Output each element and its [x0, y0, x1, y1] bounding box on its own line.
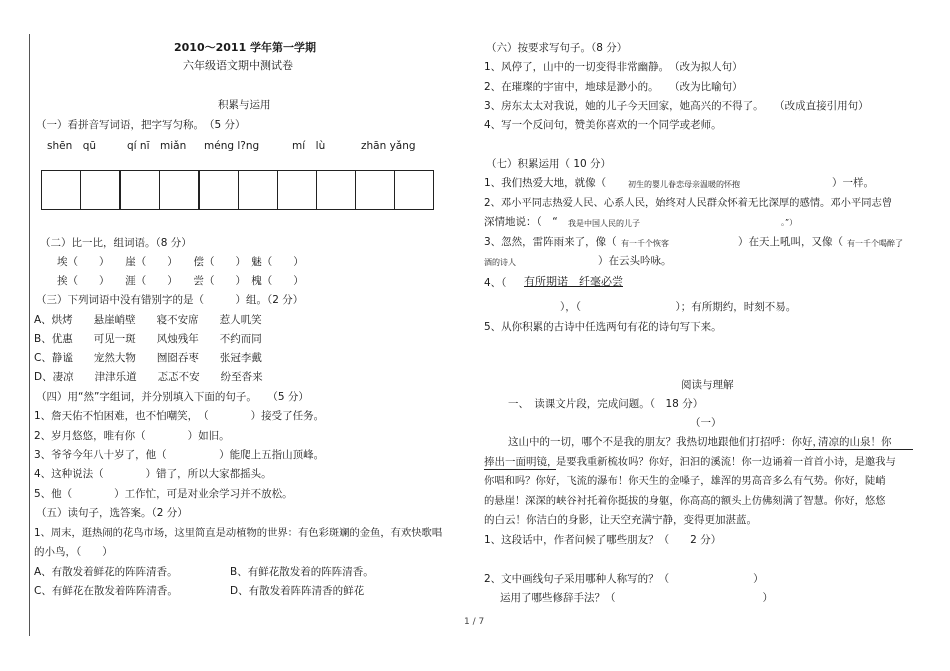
exam-year: 2010～2011 学年第一学期 — [174, 41, 317, 54]
writing-box-5[interactable] — [355, 170, 434, 210]
passage-line-4: 的悬崖！深深的峡谷衬托着你挺拔的身躯，你高高的额头上仿佛刻满了智慧。你好，悠悠 — [484, 495, 886, 507]
q2-row-2: 挨（ ） 涯（ ） 尝（ ） 槐（ ） — [57, 275, 304, 287]
q5-option-c: C、有鲜花在散发着阵阵清香。 — [34, 585, 178, 597]
q4-item-2: 2、岁月悠悠，唯有你（ ）如旧。 — [34, 430, 230, 442]
q7-3-hint-3: 酒的诗人 — [484, 258, 516, 267]
q4-item-4: 4、这种说法（ ）错了，所以大家都摇头。 — [34, 468, 272, 480]
q7-2-start: 深情地说：（ “ — [484, 216, 558, 228]
q7-3-hint-1: 有一千个恢客 — [621, 239, 669, 248]
q6-title: （六）按要求写句子。（8 分） — [486, 42, 628, 54]
writing-box-1[interactable] — [41, 170, 120, 210]
pinyin-5: zhān yǎng — [361, 140, 416, 152]
q5-title: （五）读句子，选答案。（2 分） — [36, 507, 188, 519]
passage-line-2b: 是要我重新梳妆吗？你好，汩汩的溪流！你一边诵着一首首小诗，是邀我与 — [556, 456, 896, 468]
q3-title: （三）下列词语中没有错别字的是（ ）组。（2 分） — [36, 294, 304, 306]
q7-3-hint-2: 有一千个喝醉了 — [847, 239, 903, 248]
q4-item-1: 1、詹天佑不怕困难，也不怕嘲笑， （ ）接受了任务。 — [34, 410, 325, 422]
q7-2-end: 。”） — [781, 218, 798, 227]
q7-1-end: ）一样。 — [832, 177, 874, 189]
pinyin-2: qí nī miǎn — [127, 140, 187, 152]
q7-4-hint: 有所期诺 纤毫必尝 — [524, 275, 623, 288]
q5-sentence-1: 1、周末，逛热闹的花鸟市场，这里简直是动植物的世界：有色彩斑斓的金鱼，有欢快歌唱 — [34, 527, 443, 539]
q7-4-rest: ），（ ）；有所期约，时刻不易。 — [560, 301, 797, 313]
q4-title: （四）用“然”字组词，并分别填入下面的句子。 （5 分） — [36, 391, 309, 403]
q1-title: （一）看拼音写词语，把字写匀称。 （5 分） — [36, 119, 246, 131]
q7-3-end: ）在云头吟咏。 — [598, 255, 672, 267]
q3-option-c: C、静谧 宠然大物 囫囵吞枣 张冠李戴 — [34, 352, 262, 364]
q5-option-a: A、有散发着鲜花的阵阵清香。 — [34, 566, 178, 578]
section-title: 积累与运用 — [218, 99, 271, 111]
q7-3-text: 3、忽然，雷阵雨来了，像（ — [484, 236, 617, 248]
passage-line-1a: 这山中的一切，哪个不是我的朋友？我热切地跟他们打招呼：你好， — [508, 436, 823, 448]
reading-title: 阅读与理解 — [681, 379, 734, 391]
q7-5: 5、从你积累的古诗中任选两句有花的诗句写下来。 — [484, 321, 722, 333]
q7-1-hint: 初生的婴儿眷恋母亲温暖的怀抱 — [628, 180, 740, 189]
reading-q2b: 运用了哪些修辞手法？（ ） — [500, 592, 773, 604]
pinyin-4: mí lù — [292, 140, 326, 152]
q3-option-b: B、优惠 可见一斑 风烛残年 不约而同 — [34, 333, 262, 345]
passage-line-1b: 清凉的山泉！你 — [818, 436, 892, 448]
writing-box-4[interactable] — [277, 170, 356, 210]
q7-4-start: 4、（ — [484, 277, 507, 289]
q5-option-d: D、有散发着阵阵清香的鲜花 — [230, 585, 365, 597]
q7-3-mid: ）在天上吼叫，又像（ — [738, 236, 843, 248]
q7-2-text: 2、邓小平同志热爱人民、心系人民，始终对人民群众怀着无比深厚的感情。邓小平同志曾 — [484, 197, 893, 209]
q3-option-a: A、烘烤 悬崖峭壁 寝不安席 惹人叽笑 — [34, 314, 262, 326]
pinyin-1: shēn qū — [47, 140, 97, 152]
q2-title: （二）比一比，组词语。（8 分） — [40, 237, 192, 249]
q7-2-hint: 我是中国人民的儿子 — [568, 219, 640, 228]
passage-underline-2 — [484, 469, 556, 470]
q7-title: （七）积累运用（ 10 分） — [486, 158, 612, 170]
q4-item-3: 3、爷爷今年八十岁了，他（ ）能爬上五指山顶峰。 — [34, 449, 325, 461]
q6-item-1: 1、风停了，山中的一切变得非常幽静。 （改为拟人句） — [484, 61, 743, 73]
q2-row-1: 埃（ ） 崖（ ） 偿（ ） 魅（ ） — [57, 256, 304, 268]
writing-box-2[interactable] — [120, 170, 199, 210]
reading-subtitle: 一、 读课文片段，完成问题。（ 18 分） — [508, 398, 704, 410]
q5-sentence-2: 的小鸟，（ ） — [34, 546, 113, 558]
q7-1-text: 1、我们热爱大地，就像（ — [484, 177, 607, 189]
writing-box-3[interactable] — [199, 170, 278, 210]
reading-q2a: 2、文中画线句子采用哪种人称写的？（ ） — [484, 573, 764, 585]
passage-underline-1 — [805, 449, 913, 450]
reading-q1: 1、这段话中，作者问候了哪些朋友？（ 2 分） — [484, 534, 722, 546]
pinyin-3: méng l?ng — [204, 140, 260, 152]
page-number: 1 / 7 — [464, 617, 485, 627]
exam-title: 六年级语文期中测试卷 — [183, 59, 293, 72]
q4-item-5: 5、他（ ）工作忙，可是对业余学习并不放松。 — [34, 488, 293, 500]
q3-option-d: D、凄凉 津津乐道 忑忑不安 纷至沓来 — [34, 371, 263, 383]
passage-line-2a: 捧出一面明镜， — [484, 456, 558, 468]
passage-line-5: 的白云！你洁白的身影，让天空充满宁静，变得更加湛蓝。 — [484, 514, 757, 526]
q6-item-4: 4、写一个反问句，赞美你喜欢的一个同学或老师。 — [484, 119, 722, 131]
q5-option-b: B、有鲜花散发着的阵阵清香。 — [230, 566, 374, 578]
q6-item-2: 2、在璀璨的宇宙中，地球是渺小的。 （改为比喻句） — [484, 81, 743, 93]
passage-number: （一） — [690, 417, 722, 429]
margin-rule — [29, 34, 30, 636]
passage-line-3: 你唱和吗？你好，飞流的瀑布！你天生的金嗓子，雄浑的男高音多么有气势。你好，陡峭 — [484, 475, 886, 487]
q6-item-3: 3、房东太太对我说，她的儿子今天回家，她高兴的不得了。 （改成直接引用句） — [484, 100, 869, 112]
